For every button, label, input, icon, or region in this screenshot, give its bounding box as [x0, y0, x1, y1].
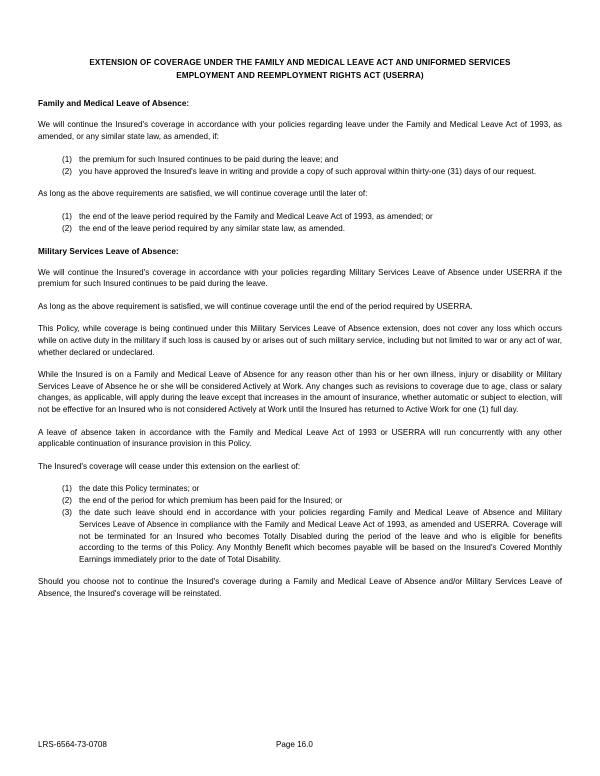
form-number: LRS-6564-73-0708 [38, 740, 107, 749]
list-item [38, 223, 562, 235]
list-item [38, 495, 562, 507]
list-item-number: (1) [62, 211, 72, 221]
list-item-number: (1) [62, 154, 72, 164]
list-item [38, 507, 562, 565]
fmla-conditions-list [38, 154, 562, 178]
list-item [38, 483, 562, 495]
fmla-intro-paragraph: We will continue the Insured's coverage in accordance with your policies regarding leave under the Family and Medical Leave Act of 1993, as amended, or any similar state law, as amended, if: [38, 120, 562, 141]
list-item-text: the end of the leave period required by the Family and Medical Leave Act of 1993, as amended; or [79, 211, 433, 221]
list-item-text: you have approved the Insured's leave in writing and provide a copy of such approval within thirty-one (31) days of our request. [79, 166, 537, 176]
page-title-line-1: EXTENSION OF COVERAGE UNDER THE FAMILY AND MEDICAL LEAVE ACT AND UNIFORMED SERVICES [89, 58, 511, 67]
list-item-text: the date such leave should end in accordance with your policies regarding Family and Medical Leave of Absence and Military Services Leave of Absence in compliance with the Family and Medical Leave Act of 1993, as amended and USERRA. Coverage will not be terminated for an Insured who becomes Totally Disabled during the period of the leave and who is eligible for benefits according to the terms of this Policy. Any Monthly Benefit which becomes payable will be based on the Insured's Covered Monthly Earnings immediately prior to the date of Total Disability. [79, 508, 562, 564]
section-heading-military: Military Services Leave of Absence: [38, 246, 179, 256]
list-item [38, 166, 562, 178]
actively-at-work-paragraph: While the Insured is on a Family and Medical Leave of Absence for any reason other than his or her own illness, injury or disability or Military Services Leave of Absence he or she will be considered Actively at Work. Any changes such as revisions to coverage due to age, class or salary changes, as applicable, will apply during the leave except that increases in the amount of insurance, whether automatic or subject to election, will not be effective for an Insured who is not considered Actively at Work until the Insured has returned to Active Work for one (1) full day. [38, 370, 562, 414]
list-item-text: the date this Policy terminates; or [79, 484, 200, 494]
list-item-number: (2) [62, 223, 72, 233]
military-intro-paragraph: We will continue the Insured's coverage in accordance with your policies regarding Military Services Leave of Absence under USERRA if the premium for such Insured continues to be paid during the leave. [38, 267, 562, 289]
list-item-number: (1) [62, 484, 72, 494]
cease-lead-in-paragraph: The Insured's coverage will cease under this extension on the earliest of: [38, 461, 301, 471]
section-heading-fmla: Family and Medical Leave of Absence: [38, 99, 190, 109]
closing-paragraph: Should you choose not to continue the Insured's coverage during a Family and Medical Leave of Absence and/or Military Services Leave of Absence, the Insured's coverage will be reinstated. [38, 577, 562, 599]
military-exclusion-paragraph: This Policy, while coverage is being continued under this Military Services Leave of Absence extension, does not cover any loss which occurs while on active duty in the military if such loss is caused by or arises out of such military service, including but not limited to war or any act of war, whether declared or undeclared. [38, 324, 562, 357]
list-item-text: the premium for such Insured continues to be paid during the leave; and [79, 154, 339, 164]
military-requirement-paragraph: As long as the above requirement is satisfied, we will continue coverage until the end of the period required by USERRA. [38, 301, 473, 311]
fmla-later-of-list [38, 211, 562, 235]
list-item-number: (2) [62, 496, 72, 506]
page-title-line-2: EMPLOYMENT AND REEMPLOYMENT RIGHTS ACT (USERRA) [176, 71, 424, 81]
list-item-text: the end of the period for which premium has been paid for the Insured; or [79, 496, 343, 506]
list-item [38, 211, 562, 223]
page-number: Page 16.0 [276, 740, 313, 749]
list-item [38, 154, 562, 166]
list-item-number: (2) [62, 166, 72, 176]
list-item-number: (3) [62, 508, 72, 518]
fmla-later-of-lead-in: As long as the above requirements are satisfied, we will continue coverage until the later of: [38, 189, 368, 199]
list-item-text: the end of the leave period required by any similar state law, as amended. [79, 223, 346, 233]
document-body [38, 56, 562, 611]
concurrent-leave-paragraph: A leave of absence taken in accordance with the Family and Medical Leave Act of 1993 or USERRA will run concurrently with any other applicable continuation of insurance provision in this Policy. [38, 427, 562, 449]
coverage-cease-list [38, 483, 562, 565]
page-title [38, 56, 562, 82]
